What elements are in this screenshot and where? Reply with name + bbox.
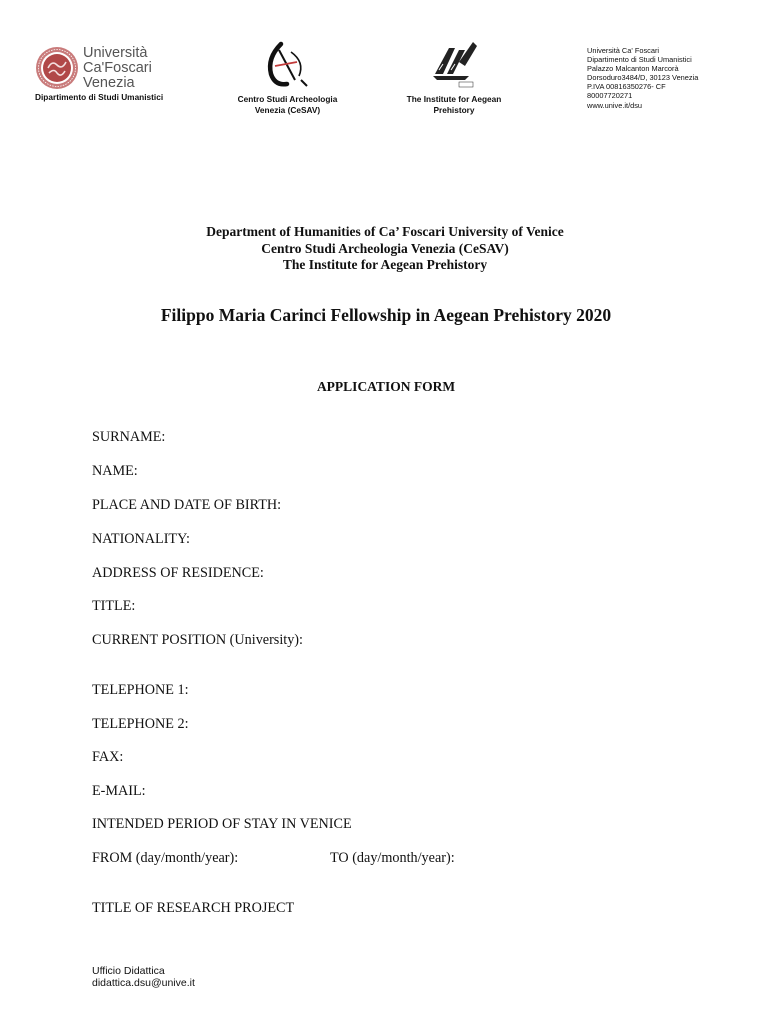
project-title-label: TITLE OF RESEARCH PROJECT — [92, 900, 295, 916]
from-date-label: FROM (day/month/year): — [92, 850, 239, 866]
telephone2-field-label: TELEPHONE 2: — [92, 716, 189, 732]
to-date-label: TO (day/month/year): — [330, 850, 455, 866]
fax-field-label: FAX: — [92, 749, 124, 765]
name-field-label: NAME: — [92, 463, 138, 479]
position-field-label: CURRENT POSITION (University): — [92, 632, 303, 648]
address-block — [587, 46, 698, 110]
instap-caption: The Institute for Aegean Prehistory — [406, 94, 502, 115]
form-title: APPLICATION FORM — [316, 379, 456, 394]
title-field-label: TITLE: — [92, 598, 136, 614]
university-name: Università Ca'Foscari Venezia — [83, 45, 152, 91]
footer-office: Ufficio Didattica — [92, 965, 165, 977]
cesav-logo-icon — [261, 40, 311, 90]
nationality-field-label: NATIONALITY: — [92, 531, 190, 547]
footer — [92, 965, 195, 989]
address-line: Palazzo Malcanton Marcorà — [587, 64, 679, 74]
fellowship-title: Filippo Maria Carinci Fellowship in Aegean Prehistory 2020 — [160, 305, 612, 325]
address-line: P.IVA 00816350276- CF — [587, 82, 666, 92]
surname-field-label: SURNAME: — [92, 429, 166, 445]
birth-field-label: PLACE AND DATE OF BIRTH: — [92, 497, 282, 513]
footer-email[interactable]: didattica.dsu@unive.it — [92, 977, 195, 989]
university-logo — [33, 44, 183, 96]
email-field-label: E-MAIL: — [92, 783, 146, 799]
address-website[interactable]: www.unive.it/dsu — [587, 100, 643, 110]
address-line: Università Ca' Foscari — [587, 46, 660, 55]
period-heading: INTENDED PERIOD OF STAY IN VENICE — [92, 816, 352, 832]
address-line: 80007720271 — [587, 91, 633, 101]
instap-logo-icon — [429, 40, 483, 90]
address-line: Dipartimento di Studi Umanistici — [587, 55, 692, 65]
cesav-caption: Centro Studi Archeologia Venezia (CeSAV) — [237, 94, 338, 115]
department-name: Dipartimento di Studi Umanistici — [35, 92, 164, 102]
university-seal-icon — [35, 46, 79, 90]
institutions-heading: Department of Humanities of Ca’ Foscari University of Venice Centro Studi Archeologia Venezia (CeSAV) The Institute for Aegean Prehistory — [206, 224, 564, 272]
address-field-label: ADDRESS OF RESIDENCE: — [92, 565, 264, 581]
address-line: Dorsoduro3484/D, 30123 Venezia — [587, 73, 699, 83]
telephone1-field-label: TELEPHONE 1: — [92, 682, 189, 698]
